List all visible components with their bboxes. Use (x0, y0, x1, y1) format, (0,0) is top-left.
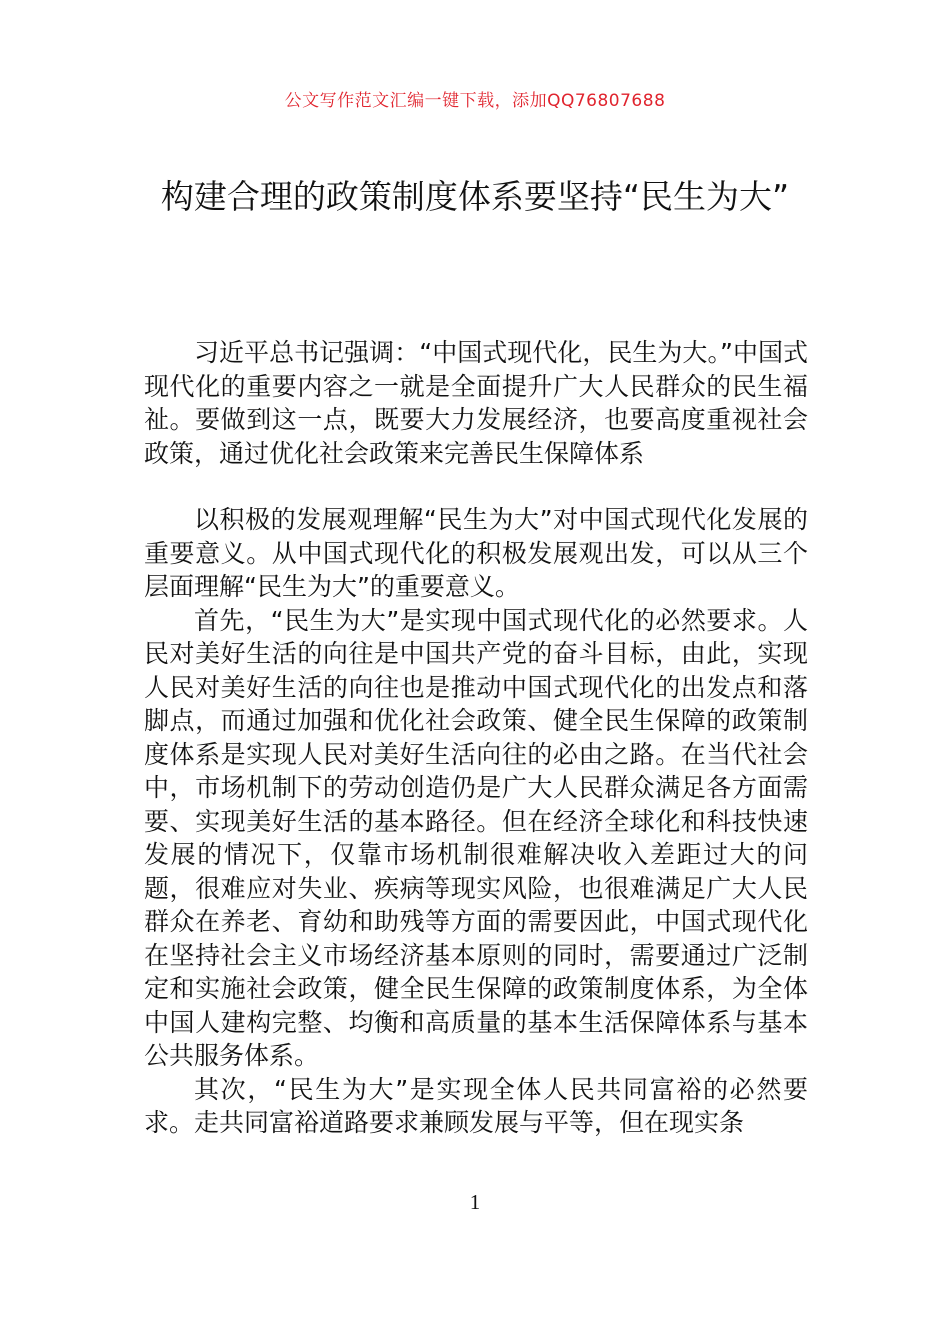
document-title: 构建合理的政策制度体系要坚持“民生为大” (160, 177, 790, 216)
paragraph-intro: 习近平总书记强调：“中国式现代化，民生为大。”中国式现代化的重要内容之一就是全面提升广大人民群众的民生福祉。要做到这一点，既要大力发展经济，也要高度重视社会政策，通过优化社会政策来完善民生保障体系 (144, 338, 808, 468)
document-body (144, 336, 808, 1140)
paragraph-understanding: 以积极的发展观理解“民生为大”对中国式现代化发展的重要意义。从中国式现代化的积极发展观出发，可以从三个层面理解“民生为大”的重要意义。 (144, 505, 808, 601)
paragraph-second: 其次，“民生为大”是实现全体人民共同富裕的必然要求。走共同富裕道路要求兼顾发展与平等，但在现实条 (144, 1074, 808, 1137)
page-number: 1 (469, 1190, 481, 1214)
download-notice: 公文写作范文汇编一键下载，添加QQ76807688 (284, 91, 666, 111)
paragraph-first: 首先，“民生为大”是实现中国式现代化的必然要求。人民对美好生活的向往是中国共产党的奋斗目标，由此，实现人民对美好生活的向往也是推动中国式现代化的出发点和落脚点，而通过加强和优化社会政策、健全民生保障的政策制度体系是实现人民对美好生活向往的必由之路。在当代社会中，市场机制下的劳动创造仍是广大人民群众满足各方面需要、实现美好生活的基本路径。但在经济全球化和科技快速发展的情况下，仅靠市场机制很难解决收入差距过大的问题，很难应对失业、疾病等现实风险，也很难满足广大人民群众在养老、育幼和助残等方面的需要因此，中国式现代化在坚持社会主义市场经济基本原则的同时，需要通过广泛制定和实施社会政策，健全民生保障的政策制度体系，为全体中国人建构完整、均衡和高质量的基本生活保障体系与基本公共服务体系。 (144, 605, 808, 1070)
